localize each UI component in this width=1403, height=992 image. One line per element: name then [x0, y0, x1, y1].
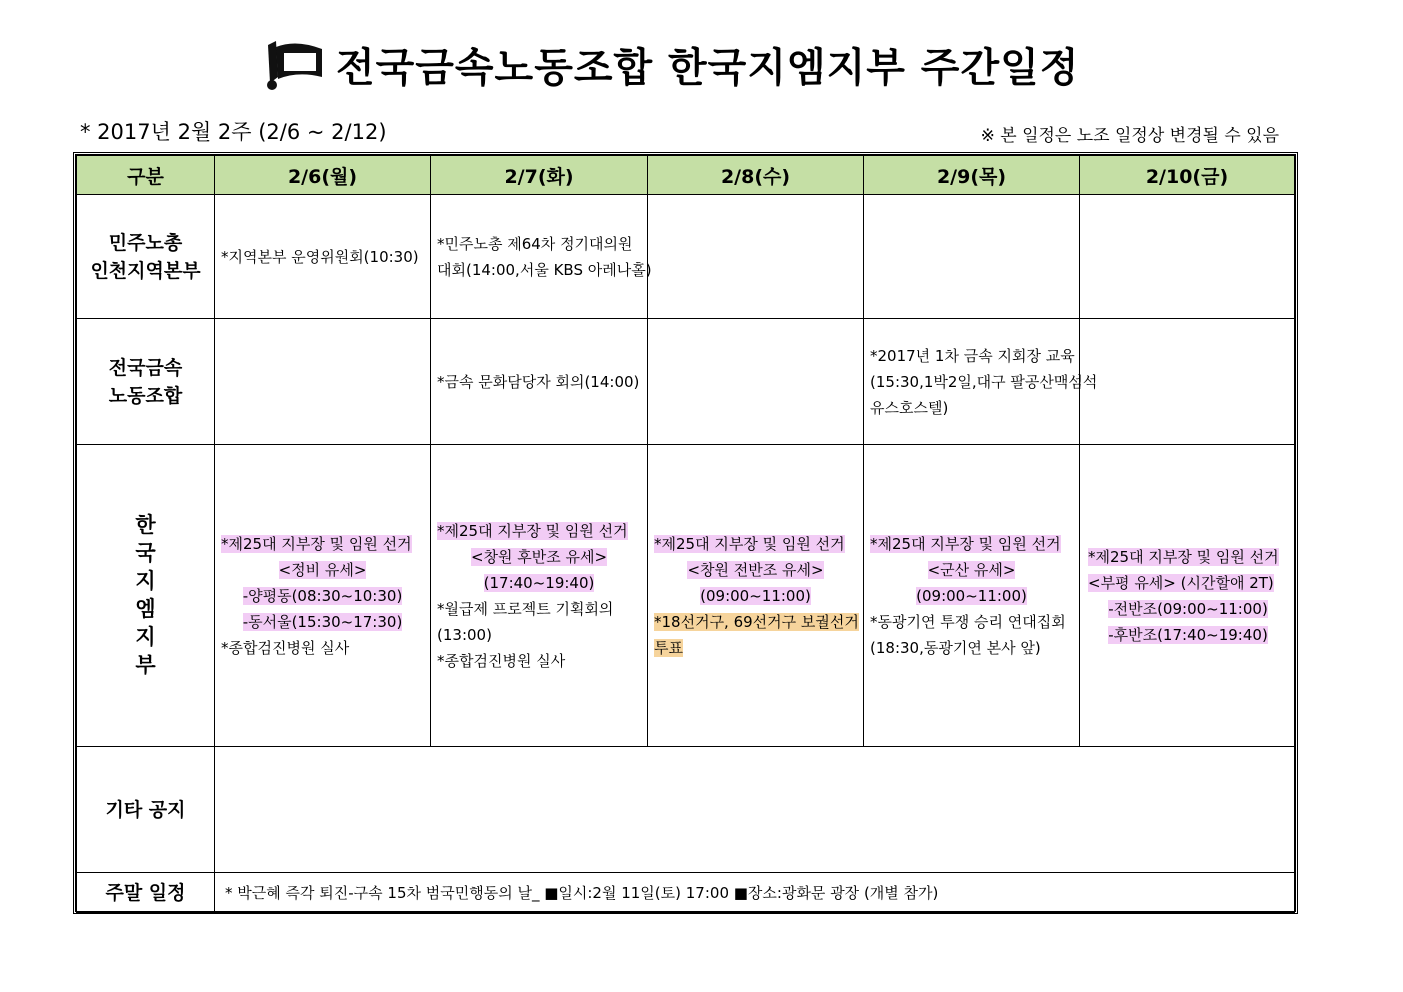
by-election-item: *18선거구, 69선거구 보궐선거 — [654, 612, 859, 631]
election-item: *제25대 지부장 및 임원 선거 — [437, 521, 628, 540]
schedule-cell: *2017년 1차 금속 지회장 교육 (15:30,1박2일,대구 팔공산맥섬석 유스호스텔) — [864, 319, 1080, 445]
schedule-cell — [864, 195, 1080, 319]
week-label: * 2017년 2월 2주 (2/6 ~ 2/12) — [80, 120, 387, 144]
schedule-cell — [215, 319, 431, 445]
header-day: 2/7(화) — [431, 156, 648, 195]
other-notice-content — [215, 747, 1295, 873]
schedule-cell — [648, 319, 864, 445]
row-kmwu — [77, 319, 1295, 445]
election-item: *제25대 지부장 및 임원 선거 — [870, 534, 1061, 553]
schedule-cell: *금속 문화담당자 회의(14:00) — [431, 319, 648, 445]
page-title: 전국금속노동조합 한국지엠지부 주간일정 — [336, 44, 1080, 91]
row-kctu — [77, 195, 1295, 319]
schedule-table — [73, 152, 1298, 914]
row-label-weekend: 주말 일정 — [77, 873, 215, 913]
schedule-cell: *제25대 지부장 및 임원 선거 <정비 유세> -양평동(08:30~10:30) -동서울(15:30~17:30) *종합검진병원 실사 — [215, 445, 431, 747]
weekend-content: * 박근혜 즉각 퇴진-구속 15차 범국민행동의 날_ ■일시:2월 11일(토) 17:00 ■장소:광화문 광장 (개별 참가) — [215, 873, 1295, 913]
row-gm — [77, 445, 1295, 747]
schedule-cell: *제25대 지부장 및 임원 선거 <군산 유세> (09:00~11:00) *동광기연 투쟁 승리 연대집회 (18:30,동광기연 본사 앞) — [864, 445, 1080, 747]
election-item: *제25대 지부장 및 임원 선거 — [1088, 547, 1279, 566]
header-day: 2/8(수) — [648, 156, 864, 195]
row-other — [77, 747, 1295, 873]
union-logo-icon — [262, 37, 328, 91]
election-item: *제25대 지부장 및 임원 선거 — [221, 534, 412, 553]
schedule-cell: *민주노총 제64차 정기대의원 대회(14:00,서울 KBS 아레나홀) — [431, 195, 648, 319]
row-label-kctu: 민주노총 인천지역본부 — [77, 195, 215, 319]
schedule-cell — [1080, 195, 1295, 319]
schedule-cell: *제25대 지부장 및 임원 선거 <부평 유세> (시간할애 2T) -전반조(09:00~11:00) -후반조(17:40~19:40) — [1080, 445, 1295, 747]
header-day: 2/9(목) — [864, 156, 1080, 195]
election-item: *제25대 지부장 및 임원 선거 — [654, 534, 845, 553]
row-weekend — [77, 873, 1295, 913]
row-label-other: 기타 공지 — [77, 747, 215, 873]
row-label-gm: 한 국 지 엠 지 부 — [77, 445, 215, 747]
header-row — [77, 156, 1295, 195]
title-block — [262, 34, 1079, 94]
schedule-cell — [648, 195, 864, 319]
schedule-note: ※ 본 일정은 노조 일정상 변경될 수 있음 — [980, 126, 1279, 146]
schedule-cell — [1080, 319, 1295, 445]
header-category: 구분 — [77, 156, 215, 195]
schedule-cell: *제25대 지부장 및 임원 선거 <창원 전반조 유세> (09:00~11:00) *18선거구, 69선거구 보궐선거 투표 — [648, 445, 864, 747]
header-day: 2/6(월) — [215, 156, 431, 195]
header-day: 2/10(금) — [1080, 156, 1295, 195]
schedule-cell: *제25대 지부장 및 임원 선거 <창원 후반조 유세> (17:40~19:40) *월급제 프로젝트 기획회의 (13:00) *종합검진병원 실사 — [431, 445, 648, 747]
schedule-cell: *지역본부 운영위원회(10:30) — [215, 195, 431, 319]
row-label-kmwu: 전국금속 노동조합 — [77, 319, 215, 445]
